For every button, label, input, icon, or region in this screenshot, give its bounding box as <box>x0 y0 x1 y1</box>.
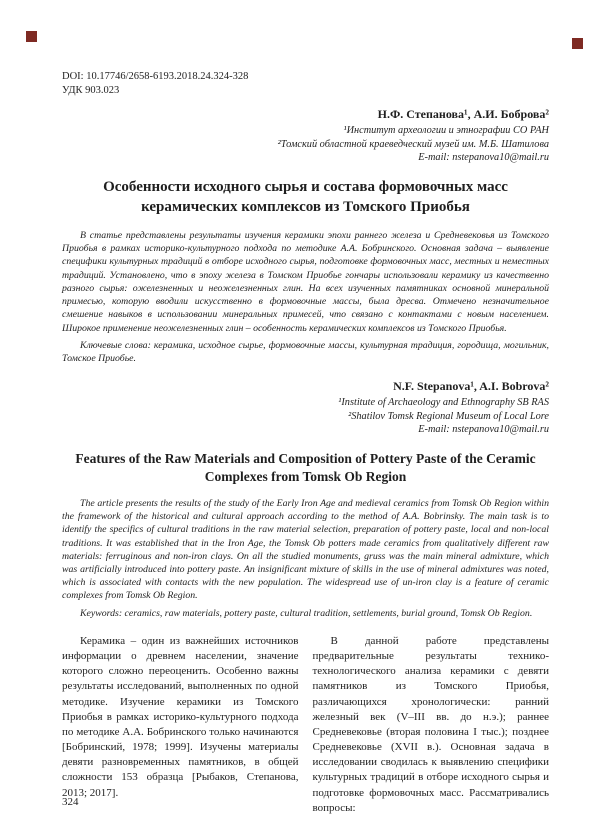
title-en: Features of the Raw Materials and Composition of Pottery Paste of the Ceramic Complexes from Tomsk Ob Region <box>75 451 536 485</box>
email-en: E-mail: nstepanova10@mail.ru <box>418 423 549 435</box>
affiliation-block-ru <box>62 124 549 164</box>
keywords-text-ru: керамика, исходное сырье, формовочные массы, культурная традиция, городища, могильник, Томское Приобье. <box>62 339 549 364</box>
affiliation-ru-1: ¹Институт археологии и этнографии СО РАН <box>343 125 549 137</box>
body-right-column: В данной работе представлены предварительные результаты технико-технологического анализа керамики с девяти памятников из Томского Приобья, различающихся хронологически: ранний железный век (V–III вв. до н.э.); раннее Средневековье (вторая половина I тыс.); позднее Средневековье (XVII в.). Основная задача в исследовании сводилась к выявлению специфики культурных традиций в отборе исходного сырья и подготовке формовочных масс. Рассматривались вопросы: <box>312 634 549 814</box>
keywords-en <box>62 607 549 620</box>
udc: УДК 903.023 <box>62 84 120 96</box>
title-ru: Особенности исходного сырья и состава формовочных масс керамических комплексов из Томского Приобья <box>103 179 508 216</box>
abstract-en: The article presents the results of the study of the Early Iron Age and medieval ceramics from Tomsk Ob Region within the framework of the historical and cultural approach according to the method of A.A. Bobrinsky. The main task is to identify the specifics of cultural traditions in the raw material selection, preparation of pottery paste, local and non-local traditions. It was established that in the Iron Age, the Tomsk Ob potters made ceramics from qualitatively different raw materials: ferruginous and non-iron clays. On all the studied monuments, gruss was the main mineral admixture, which was artificially introduced into pottery paste. An insignificant mixture of skills in the use of mineral admixtures was noted, which is associated with contacts with the new population. The widespread use of un-iron clay is a feature of ceramic complexes from Tomsk Ob Region. <box>62 497 549 602</box>
keywords-label-en: Keywords: <box>80 607 123 619</box>
affiliation-block-en <box>62 396 549 436</box>
abstract-ru: В статье представлены результаты изучения керамики эпохи раннего железа и Средневековья из Томского Приобья в рамках историко-культурного подхода по методике А.А. Бобринского. Основная задача – выявление специфики культурных традиций в отборе исходного сырья, подготовке формовочных масс, местных и неместных традиций. Установлено, что в эпоху железа в Томском Приобье гончары использовали керамику из качественно разного сырья: ожелезненных и неожелезненных глин. На всех изученных памятниках основной минеральной примесью, которую вводили искусственно в формовочные массы, была дресва. Отмечено незначительное смешение навыков в использовании минеральных примесей, что связано с контактами с новым населением. Широкое применение неожелезненных глин – особенность керамических комплексов из Томского Приобья. <box>62 230 549 334</box>
affiliation-ru-2: ²Томский областной краеведческий музей им. М.Б. Шатилова <box>277 138 549 150</box>
keywords-ru <box>62 339 549 365</box>
keywords-text-en: ceramics, raw materials, pottery paste, cultural tradition, settlements, burial ground, Tomsk Ob Region. <box>122 607 533 619</box>
authors-ru: Н.Ф. Степанова¹, А.И. Боброва² <box>377 107 549 122</box>
email-ru: E-mail: nstepanova10@mail.ru <box>418 152 549 164</box>
keywords-label-ru: Ключевые слова: <box>80 339 151 351</box>
body-columns <box>62 634 549 816</box>
doi-block <box>62 70 549 97</box>
affiliation-en-2: ²Shatilov Tomsk Regional Museum of Local Lore <box>348 410 549 422</box>
affiliation-en-1: ¹Institute of Archaeology and Ethnography SB RAS <box>338 397 549 409</box>
body-left-column: Керамика – один из важнейших источников информации о древнем населении, значение которого сложно переоценить. Особенно важны результаты исследований, выполненных по одной методике. Изучение керамики из Томского Приобья в рамках историко-культурного подхода по методике А.А. Бобринского только начинаются [Бобринский, 1978; 1999]. Изучены материалы девяти разновременных памятников, в общей сложности 153 образца [Рыбаков, Степанова, 2013; 2017]. <box>62 634 299 799</box>
doi: DOI: 10.17746/2658-6193.2018.24.324-328 <box>62 71 249 82</box>
crop-marker-top-left <box>26 31 37 42</box>
crop-marker-top-right <box>572 38 583 49</box>
authors-en: N.F. Stepanova¹, A.I. Bobrova² <box>393 379 549 394</box>
page-number: 324 <box>62 796 79 808</box>
